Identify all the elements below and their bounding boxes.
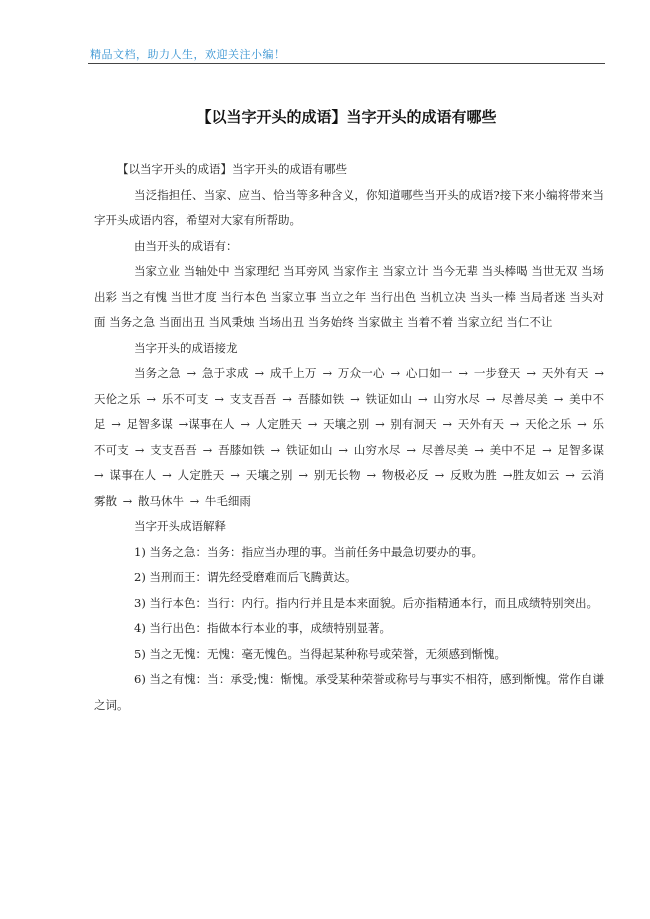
explanation-item: 1) 当务之急：当务：指应当办理的事。当前任务中最急切要办的事。 — [134, 544, 483, 559]
explanation-item: 6) 当之有愧：当：承受;愧：惭愧。承受某种荣誉或称号与事实不相符，感到惭愧。常作自谦之词。 — [94, 672, 604, 712]
explanation-item: 5) 当之无愧：无愧：毫无愧色。当得起某种称号或荣誉，无须感到惭愧。 — [134, 646, 506, 661]
chain-heading: 当字开头的成语接龙 — [134, 340, 238, 355]
page-header-slogan: 精品文档，助力人生，欢迎关注小编！ — [90, 48, 286, 61]
intro-paragraph: 当泛指担任、当家、应当、恰当等多种含义，你知道哪些当开头的成语?接下来小编将带来当字开头成语内容，希望对大家有所帮助。 — [94, 187, 604, 227]
header-divider — [88, 63, 605, 64]
explanation-item: 3) 当行本色：当行：内行。指内行并且是本来面貌。后亦指精通本行，而且成绩特别突出。 — [134, 595, 598, 610]
explanation-item: 4) 当行出色：指做本行本业的事，成绩特别显著。 — [134, 621, 391, 635]
idiom-chain: 当务之急 → 急于求成 → 成千上万 → 万众一心 → 心口如一 → 一步登天 → 天外有天 → 天伦之乐 → 乐不可支 → 支支吾吾 → 吾膝如铁 → 铁证如山 → 山穷水尽 → 尽善尽美 → 美中不足 → 足智多谋 →谋事在人 → 人定胜天 → 天壤之别 → 别有洞天 → 天外有天 → 天伦之乐 → 乐不可支 → 支支吾吾 → 吾膝如铁 → 铁证如山 → 山穷水尽 → 尽善尽美 → 美中不足 → 足智多谋 → 谋事在人 → 人定胜天 → 天壤之别 → 别无长物 → 物极必反 → 反败为胜 →胜友如云 → 云消雾散 → 散马休牛 → 牛毛细雨 — [94, 366, 604, 508]
explanation-heading: 当字开头成语解释 — [134, 519, 226, 533]
body-heading: 【以当字开头的成语】当字开头的成语有哪些 — [117, 162, 347, 176]
idiom-list: 当家立业 当轴处中 当家理纪 当耳旁风 当家作主 当家立计 当今无辈 当头棒喝 当世无双 当场出彩 当之有愧 当世才度 当行本色 当家立事 当立之年 当行出色 当机立决 当头一棒 当局者迷 当头对面 当务之急 当面出丑 当风秉烛 当场出丑 当务始终 当家做主 当着不着 当家立纪 当仁不让 — [94, 264, 604, 329]
explanation-item: 2) 当刑而王：谓先经受磨难而后飞腾黄达。 — [134, 570, 357, 584]
document-body — [94, 157, 604, 718]
idiom-list-label: 由当开头的成语有： — [134, 238, 238, 253]
document-title: 【以当字开头的成语】当字开头的成语有哪些 — [196, 108, 497, 126]
